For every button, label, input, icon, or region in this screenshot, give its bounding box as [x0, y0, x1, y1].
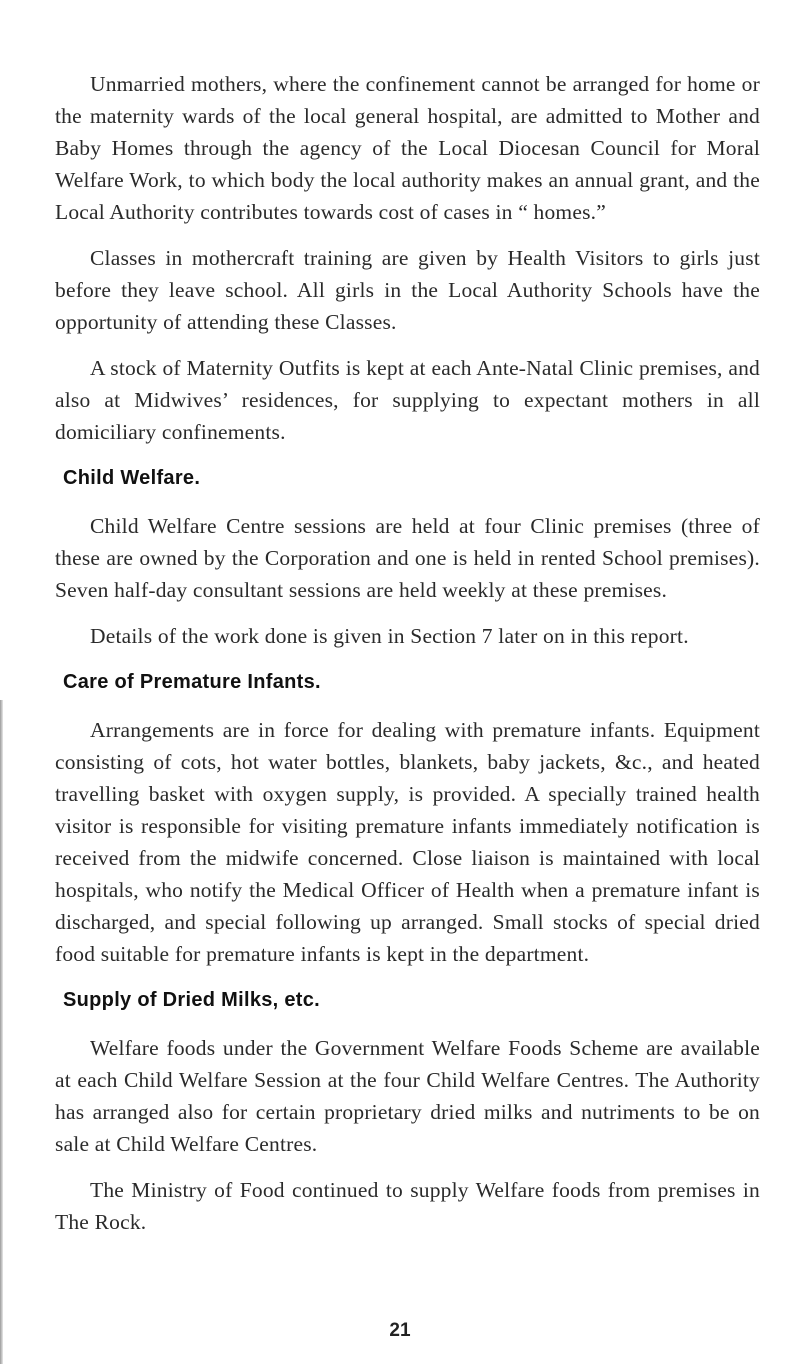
paragraph-work-details: Details of the work done is given in Section 7 later on in this report. [90, 624, 689, 648]
paragraph-ministry-of-food: The Ministry of Food continued to supply Welfare foods from premises in The Rock. [55, 1178, 760, 1234]
page-number: 21 [389, 1320, 411, 1341]
heading-child-welfare: Child Welfare. [63, 467, 201, 489]
scan-edge-shadow [0, 700, 3, 1364]
paragraph-premature-arrangements: Arrangements are in force for dealing with premature infants. Equipment consisting of cots, hot water bottles, blankets, baby jackets, &c., and heated travelling basket with oxygen supply, is provided. A specially trained health visitor is responsible for visiting premature infants immediately notification is received from the midwife concerned. Close liaison is maintained with local hospitals, who notify the Medical Officer of Health when a premature infant is discharged, and special following up arranged. Small stocks of special dried food suitable for premature infants is kept in the department. [55, 718, 760, 966]
document-page [55, 68, 760, 1252]
paragraph-unmarried-mothers: Unmarried mothers, where the confinement cannot be arranged for home or the maternity wards of the local general hospital, are admitted to Mother and Baby Homes through the agency of the Local Diocesan Council for Moral Welfare Work, to which body the local authority makes an annual grant, and the Local Authority contributes towards cost of cases in “ homes.” [55, 72, 760, 224]
paragraph-welfare-foods: Welfare foods under the Government Welfare Foods Scheme are available at each Child Welfare Session at the four Child Welfare Centres. The Authority has arranged also for certain proprietary dried milks and nutriments to be on sale at Child Welfare Centres. [55, 1036, 760, 1156]
heading-premature-infants: Care of Premature Infants. [63, 671, 321, 693]
heading-dried-milks: Supply of Dried Milks, etc. [63, 989, 321, 1011]
paragraph-mothercraft-classes: Classes in mothercraft training are given by Health Visitors to girls just before they leave school. All girls in the Local Authority Schools have the opportunity of attending these Classes. [55, 246, 760, 334]
paragraph-welfare-sessions: Child Welfare Centre sessions are held at four Clinic premises (three of these are owned by the Corporation and one is held in rented School premises). Seven half-day consultant sessions are held weekly at these premises. [55, 514, 760, 602]
paragraph-maternity-outfits: A stock of Maternity Outfits is kept at each Ante-Natal Clinic premises, and also at Midwives’ residences, for supplying to expectant mothers in all domiciliary confinements. [55, 356, 760, 444]
